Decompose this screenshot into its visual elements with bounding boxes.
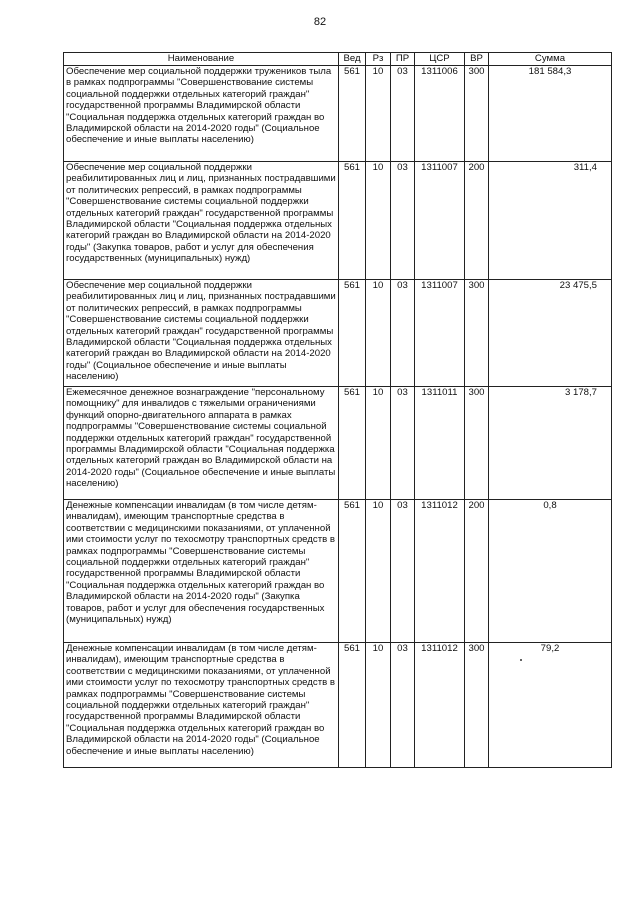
- row-pr-cell: 03: [391, 500, 415, 643]
- row-name-cell: Ежемесячное денежное вознаграждение "персональному помощнику" для инвалидов с тяжелыми ограничениями функций опорно-двигательного аппарата в рамках подпрограммы "Совершенствование системы социальной поддержки отдельных категорий граждан" государственной программы Владимирской области "Социальная поддержка отдельных категорий граждан во Владимирской области на 2014-2020 годы" (Социальное обеспечение и иные выплаты населению): [64, 387, 339, 500]
- row-sum-cell: 79,2: [489, 643, 612, 768]
- row-name-cell: Обеспечение мер социальной поддержки реабилитированных лиц и лиц, признанных пострадавшими от политических репрессий, в рамках подпрограммы "Совершенствование системы социальной поддержки отдельных категорий граждан" государственной программы Владимирской области "Социальная поддержка отдельных категорий граждан во Владимирской области на 2014-2020 годы" (Социальное обеспечение и иные выплаты населению): [64, 280, 339, 387]
- row-csr-cell: 1311007: [415, 162, 465, 280]
- row-vr-cell: 200: [465, 500, 489, 643]
- header-ved: Вед: [339, 53, 366, 66]
- row-name-cell: Денежные компенсации инвалидам (в том числе детям-инвалидам), имеющим транспортные средства в соответствии с медицинскими показаниями, от уплаченной ими стоимости услуг по техосмотру транспортных средств в рамках подпрограммы "Совершенствование системы социальной поддержки отдельных категорий граждан" государственной программы Владимирской области "Социальная поддержка отдельных категорий граждан во Владимирской области на 2014-2020 годы" (Закупка товаров, работ и услуг для обеспечения государственных (муниципальных) нужд): [64, 500, 339, 643]
- table-header-row: [64, 53, 612, 66]
- table-row: [64, 162, 612, 280]
- row-sum-cell: 0,8: [489, 500, 612, 643]
- header-rz: Рз: [366, 53, 391, 66]
- row-vr-cell: 300: [465, 387, 489, 500]
- row-pr-cell: 03: [391, 387, 415, 500]
- header-csr: ЦСР: [415, 53, 465, 66]
- row-sum-cell: 311,4: [489, 162, 612, 280]
- header-sum: Сумма: [489, 53, 612, 66]
- row-rz-cell: 10: [366, 66, 391, 162]
- row-vr-cell: 200: [465, 162, 489, 280]
- row-csr-cell: 1311006: [415, 66, 465, 162]
- row-csr-cell: 1311012: [415, 500, 465, 643]
- row-vr-cell: 300: [465, 280, 489, 387]
- table-row: [64, 387, 612, 500]
- row-name-cell: Денежные компенсации инвалидам (в том числе детям-инвалидам), имеющим транспортные средства в соответствии с медицинскими показаниями, от уплаченной ими стоимости услуг по техосмотру транспортных средств в рамках подпрограммы "Совершенствование системы социальной поддержки отдельных категорий граждан" государственной программы Владимирской области "Социальная поддержка отдельных категорий граждан во Владимирской области на 2014-2020 годы" (Социальное обеспечение и иные выплаты населению): [64, 643, 339, 768]
- row-sum-cell: 23 475,5: [489, 280, 612, 387]
- row-rz-cell: 10: [366, 643, 391, 768]
- row-sum-cell: 181 584,3: [489, 66, 612, 162]
- scan-speck: [520, 659, 522, 661]
- row-ved-cell: 561: [339, 387, 366, 500]
- row-pr-cell: 03: [391, 66, 415, 162]
- row-rz-cell: 10: [366, 387, 391, 500]
- row-name-cell: Обеспечение мер социальной поддержки тружеников тыла в рамках подпрограммы "Совершенствование системы социальной поддержки отдельных категорий граждан" государственной программы Владимирской области "Социальная поддержка отдельных категорий граждан во Владимирской области на 2014-2020 годы" (Социальное обеспечение и иные выплаты населению): [64, 66, 339, 162]
- row-rz-cell: 10: [366, 162, 391, 280]
- row-rz-cell: 10: [366, 500, 391, 643]
- row-pr-cell: 03: [391, 280, 415, 387]
- row-rz-cell: 10: [366, 280, 391, 387]
- row-csr-cell: 1311012: [415, 643, 465, 768]
- row-ved-cell: 561: [339, 280, 366, 387]
- row-vr-cell: 300: [465, 66, 489, 162]
- budget-table: [63, 52, 612, 768]
- header-pr: ПР: [391, 53, 415, 66]
- header-name: Наименование: [64, 53, 339, 66]
- row-ved-cell: 561: [339, 162, 366, 280]
- table-row: [64, 500, 612, 643]
- row-sum-cell: 3 178,7: [489, 387, 612, 500]
- row-ved-cell: 561: [339, 500, 366, 643]
- row-ved-cell: 561: [339, 66, 366, 162]
- row-pr-cell: 03: [391, 162, 415, 280]
- row-ved-cell: 561: [339, 643, 366, 768]
- row-csr-cell: 1311011: [415, 387, 465, 500]
- table-row: [64, 280, 612, 387]
- table-row: [64, 643, 612, 768]
- row-pr-cell: 03: [391, 643, 415, 768]
- row-csr-cell: 1311007: [415, 280, 465, 387]
- table-row: [64, 66, 612, 162]
- page-number: 82: [313, 16, 327, 28]
- row-vr-cell: 300: [465, 643, 489, 768]
- header-vr: ВР: [465, 53, 489, 66]
- row-name-cell: Обеспечение мер социальной поддержки реабилитированных лиц и лиц, признанных пострадавшими от политических репрессий, в рамках подпрограммы "Совершенствование системы социальной поддержки отдельных категорий граждан" государственной программы Владимирской области "Социальная поддержка отдельных категорий граждан во Владимирской области на 2014-2020 годы" (Закупка товаров, работ и услуг для обеспечения государственных (муниципальных) нужд): [64, 162, 339, 280]
